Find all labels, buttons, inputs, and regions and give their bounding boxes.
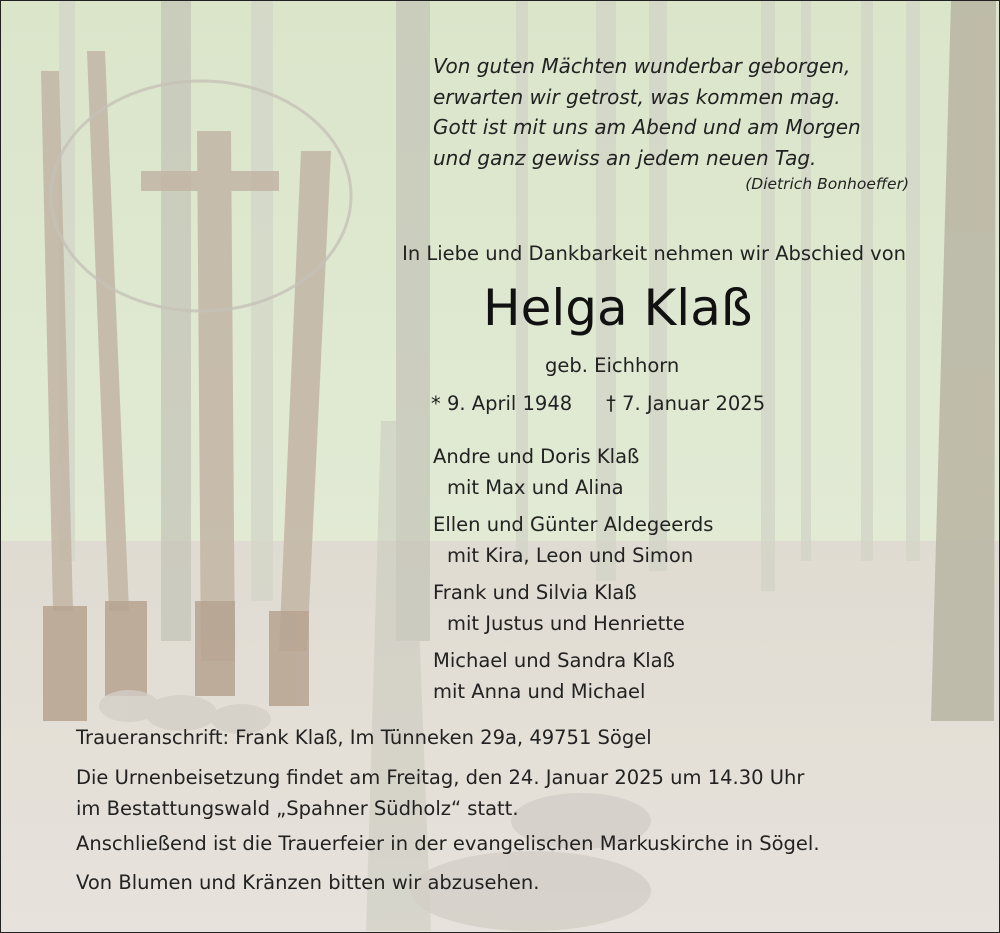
flowers-note: Von Blumen und Kränzen bitten wir abzusehen. (76, 871, 540, 894)
quote-line: erwarten wir getrost, was kommen mag. (433, 84, 841, 109)
farewell-intro: In Liebe und Dankbarkeit nehmen wir Abschied von (402, 242, 906, 265)
family-main: Ellen und Günter Aldegeerds (433, 513, 714, 536)
family-sub: mit Anna und Michael (433, 679, 646, 703)
life-dates (431, 392, 765, 415)
quote (433, 51, 861, 173)
burial-line: Die Urnenbeisetzung findet am Freitag, den 24. Januar 2025 um 14.30 Uhr (76, 766, 805, 789)
quote-line: Gott ist mit uns am Abend und am Morgen (433, 115, 861, 139)
burial-info (76, 763, 804, 824)
family-entry (433, 442, 639, 503)
birth-date: * 9. April 1948 (431, 392, 573, 415)
family-main: Michael und Sandra Klaß (433, 649, 675, 672)
family-main: Andre und Doris Klaß (433, 445, 640, 468)
quote-author: (Dietrich Bonhoeffer) (745, 175, 909, 193)
family-sub: mit Justus und Henriette (447, 611, 685, 635)
quote-line: und ganz gewiss an jedem neuen Tag. (433, 145, 817, 170)
family-sub: mit Max und Alina (447, 475, 624, 499)
burial-line: im Bestattungswald „Spahner Südholz“ statt. (76, 796, 519, 820)
deceased-name: Helga Klaß (483, 279, 753, 337)
maiden-name: geb. Eichhorn (545, 354, 680, 377)
death-date: † 7. Januar 2025 (606, 392, 766, 415)
family-sub: mit Kira, Leon und Simon (447, 543, 694, 567)
family-entry (433, 578, 685, 639)
family-entry (433, 646, 675, 707)
mourning-address: Traueranschrift: Frank Klaß, Im Tünneken 29a, 49751 Sögel (76, 726, 652, 749)
family-entry (433, 510, 713, 571)
service-info: Anschließend ist die Trauerfeier in der evangelischen Markuskirche in Sögel. (76, 832, 820, 855)
quote-line: Von guten Mächten wunderbar geborgen, (433, 54, 851, 78)
family-main: Frank und Silvia Klaß (433, 581, 637, 604)
